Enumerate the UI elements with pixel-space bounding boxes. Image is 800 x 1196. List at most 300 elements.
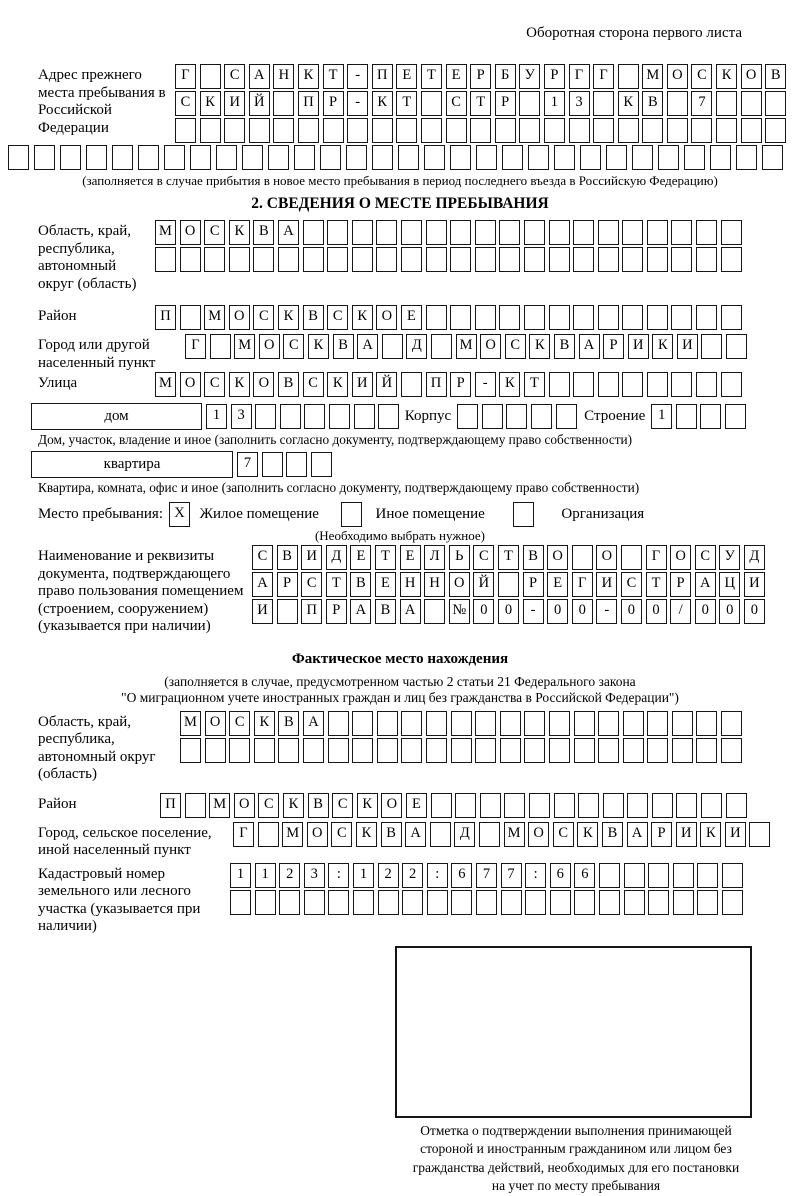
char-cell[interactable]: 7 — [476, 863, 497, 888]
char-cell[interactable] — [598, 738, 619, 763]
char-cell[interactable]: А — [579, 334, 600, 359]
char-cell[interactable] — [455, 793, 476, 818]
char-cell[interactable] — [696, 220, 717, 245]
char-cell[interactable] — [549, 711, 570, 736]
char-cell[interactable]: Р — [603, 334, 624, 359]
char-cell[interactable]: К — [352, 305, 373, 330]
char-cell[interactable]: А — [405, 822, 426, 847]
char-cell[interactable]: И — [725, 822, 746, 847]
char-cell[interactable]: С — [283, 334, 304, 359]
char-cell[interactable] — [354, 404, 375, 429]
char-cell[interactable] — [401, 738, 422, 763]
char-cell[interactable]: 0 — [498, 599, 519, 624]
char-cell[interactable]: 6 — [451, 863, 472, 888]
char-cell[interactable] — [185, 793, 206, 818]
char-cell[interactable]: А — [400, 599, 421, 624]
char-cell[interactable]: Р — [523, 572, 544, 597]
char-cell[interactable] — [320, 145, 341, 170]
char-cell[interactable]: К — [200, 91, 221, 116]
char-cell[interactable]: Е — [406, 793, 427, 818]
char-cell[interactable]: С — [327, 305, 348, 330]
char-cell[interactable] — [450, 220, 471, 245]
char-cell[interactable]: О — [528, 822, 549, 847]
char-cell[interactable] — [280, 404, 301, 429]
char-cell[interactable] — [578, 793, 599, 818]
char-cell[interactable] — [603, 793, 624, 818]
char-cell[interactable] — [700, 404, 721, 429]
char-cell[interactable] — [303, 738, 324, 763]
char-cell[interactable] — [716, 91, 737, 116]
char-cell[interactable]: Г — [593, 64, 614, 89]
char-cell[interactable]: В — [375, 599, 396, 624]
char-cell[interactable] — [286, 452, 307, 477]
char-cell[interactable] — [278, 247, 299, 272]
char-cell[interactable]: К — [357, 793, 378, 818]
char-cell[interactable] — [524, 711, 545, 736]
char-cell[interactable] — [618, 64, 639, 89]
char-cell[interactable] — [671, 220, 692, 245]
char-cell[interactable] — [599, 863, 620, 888]
char-cell[interactable] — [502, 145, 523, 170]
char-cell[interactable] — [622, 220, 643, 245]
char-cell[interactable]: 1 — [255, 863, 276, 888]
char-cell[interactable] — [524, 220, 545, 245]
char-cell[interactable]: Е — [350, 545, 371, 570]
char-cell[interactable]: М — [209, 793, 230, 818]
char-cell[interactable]: С — [446, 91, 467, 116]
char-cell[interactable] — [696, 738, 717, 763]
char-cell[interactable]: В — [765, 64, 786, 89]
char-cell[interactable]: И — [744, 572, 765, 597]
char-cell[interactable]: Р — [670, 572, 691, 597]
char-cell[interactable] — [647, 247, 668, 272]
char-cell[interactable] — [598, 220, 619, 245]
char-cell[interactable] — [667, 91, 688, 116]
char-cell[interactable] — [372, 118, 393, 143]
char-cell[interactable]: № — [449, 599, 470, 624]
char-cell[interactable]: 2 — [279, 863, 300, 888]
char-cell[interactable]: 1 — [230, 863, 251, 888]
char-cell[interactable] — [618, 118, 639, 143]
char-cell[interactable]: Р — [277, 572, 298, 597]
char-cell[interactable]: Г — [185, 334, 206, 359]
char-cell[interactable] — [549, 372, 570, 397]
char-cell[interactable] — [304, 404, 325, 429]
char-cell[interactable]: И — [252, 599, 273, 624]
char-cell[interactable]: И — [628, 334, 649, 359]
char-cell[interactable]: К — [254, 711, 275, 736]
char-cell[interactable]: А — [695, 572, 716, 597]
char-cell[interactable] — [210, 334, 231, 359]
char-cell[interactable] — [476, 890, 497, 915]
char-cell[interactable] — [180, 738, 201, 763]
char-cell[interactable]: Н — [273, 64, 294, 89]
char-cell[interactable] — [627, 793, 648, 818]
char-cell[interactable]: Л — [424, 545, 445, 570]
char-cell[interactable] — [531, 404, 552, 429]
char-cell[interactable]: Т — [524, 372, 545, 397]
char-cell[interactable] — [524, 305, 545, 330]
char-cell[interactable] — [254, 738, 275, 763]
char-cell[interactable]: К — [499, 372, 520, 397]
char-cell[interactable] — [697, 863, 718, 888]
char-cell[interactable]: И — [301, 545, 322, 570]
char-cell[interactable] — [164, 145, 185, 170]
char-cell[interactable] — [421, 118, 442, 143]
char-cell[interactable] — [574, 711, 595, 736]
char-cell[interactable] — [622, 372, 643, 397]
char-cell[interactable] — [710, 145, 731, 170]
char-cell[interactable]: П — [301, 599, 322, 624]
char-cell[interactable]: Е — [446, 64, 467, 89]
char-cell[interactable] — [8, 145, 29, 170]
char-cell[interactable]: 2 — [378, 863, 399, 888]
char-cell[interactable]: П — [298, 91, 319, 116]
char-cell[interactable] — [672, 711, 693, 736]
char-cell[interactable] — [741, 118, 762, 143]
char-cell[interactable] — [175, 118, 196, 143]
char-cell[interactable]: С — [301, 572, 322, 597]
char-cell[interactable]: Ь — [449, 545, 470, 570]
char-cell[interactable]: С — [695, 545, 716, 570]
char-cell[interactable] — [311, 452, 332, 477]
char-cell[interactable] — [401, 247, 422, 272]
char-cell[interactable]: 2 — [402, 863, 423, 888]
char-cell[interactable] — [499, 220, 520, 245]
char-cell[interactable] — [377, 738, 398, 763]
char-cell[interactable] — [691, 118, 712, 143]
char-cell[interactable] — [353, 890, 374, 915]
char-cell[interactable] — [479, 822, 500, 847]
char-cell[interactable]: Т — [323, 64, 344, 89]
char-cell[interactable] — [253, 247, 274, 272]
char-cell[interactable] — [268, 145, 289, 170]
char-cell[interactable]: Д — [406, 334, 427, 359]
char-cell[interactable]: К — [652, 334, 673, 359]
char-cell[interactable]: 1 — [353, 863, 374, 888]
char-cell[interactable] — [529, 793, 550, 818]
char-cell[interactable] — [303, 220, 324, 245]
char-cell[interactable]: С — [621, 572, 642, 597]
char-cell[interactable] — [642, 118, 663, 143]
char-cell[interactable]: И — [676, 822, 697, 847]
char-cell[interactable] — [279, 890, 300, 915]
char-cell[interactable]: Д — [454, 822, 475, 847]
char-cell[interactable] — [372, 145, 393, 170]
char-cell[interactable]: М — [155, 220, 176, 245]
char-cell[interactable] — [476, 145, 497, 170]
char-cell[interactable] — [623, 738, 644, 763]
char-cell[interactable] — [549, 738, 570, 763]
char-cell[interactable] — [352, 247, 373, 272]
char-cell[interactable]: Й — [249, 91, 270, 116]
char-cell[interactable] — [519, 118, 540, 143]
char-cell[interactable] — [524, 247, 545, 272]
char-cell[interactable] — [762, 145, 783, 170]
char-cell[interactable] — [671, 247, 692, 272]
char-cell[interactable] — [667, 118, 688, 143]
char-cell[interactable]: В — [277, 545, 298, 570]
char-cell[interactable] — [303, 247, 324, 272]
char-cell[interactable] — [451, 890, 472, 915]
char-cell[interactable]: М — [504, 822, 525, 847]
char-cell[interactable]: А — [303, 711, 324, 736]
char-cell[interactable] — [426, 247, 447, 272]
char-cell[interactable]: 7 — [691, 91, 712, 116]
char-cell[interactable] — [216, 145, 237, 170]
char-cell[interactable] — [701, 334, 722, 359]
char-cell[interactable] — [457, 404, 478, 429]
char-cell[interactable] — [294, 145, 315, 170]
char-cell[interactable] — [446, 118, 467, 143]
char-cell[interactable]: : — [427, 863, 448, 888]
char-cell[interactable]: 6 — [550, 863, 571, 888]
char-cell[interactable]: / — [670, 599, 691, 624]
char-cell[interactable]: В — [554, 334, 575, 359]
char-cell[interactable]: Й — [376, 372, 397, 397]
char-cell[interactable] — [430, 822, 451, 847]
char-cell[interactable] — [598, 305, 619, 330]
char-cell[interactable]: О — [449, 572, 470, 597]
char-cell[interactable]: О — [670, 545, 691, 570]
char-cell[interactable] — [648, 890, 669, 915]
char-cell[interactable]: 1 — [544, 91, 565, 116]
char-cell[interactable]: В — [602, 822, 623, 847]
char-cell[interactable] — [622, 247, 643, 272]
char-cell[interactable] — [721, 220, 742, 245]
char-cell[interactable] — [431, 334, 452, 359]
char-cell[interactable] — [606, 145, 627, 170]
char-cell[interactable] — [726, 793, 747, 818]
char-cell[interactable]: В — [303, 305, 324, 330]
char-cell[interactable]: : — [525, 863, 546, 888]
char-cell[interactable] — [599, 890, 620, 915]
char-cell[interactable]: О — [205, 711, 226, 736]
char-cell[interactable]: Р — [651, 822, 672, 847]
char-cell[interactable] — [647, 372, 668, 397]
char-cell[interactable] — [593, 91, 614, 116]
char-cell[interactable] — [573, 247, 594, 272]
char-cell[interactable] — [180, 305, 201, 330]
char-cell[interactable]: О — [381, 793, 402, 818]
char-cell[interactable]: В — [381, 822, 402, 847]
char-cell[interactable] — [736, 145, 757, 170]
char-cell[interactable]: К — [577, 822, 598, 847]
char-cell[interactable] — [347, 118, 368, 143]
char-cell[interactable] — [721, 247, 742, 272]
char-cell[interactable] — [673, 863, 694, 888]
char-cell[interactable] — [427, 890, 448, 915]
char-cell[interactable] — [495, 118, 516, 143]
char-cell[interactable] — [549, 247, 570, 272]
char-cell[interactable]: С — [229, 711, 250, 736]
char-cell[interactable] — [398, 145, 419, 170]
char-cell[interactable]: Р — [450, 372, 471, 397]
char-cell[interactable] — [402, 890, 423, 915]
char-cell[interactable] — [273, 91, 294, 116]
char-cell[interactable] — [598, 247, 619, 272]
char-cell[interactable] — [180, 247, 201, 272]
char-cell[interactable] — [765, 118, 786, 143]
char-cell[interactable]: К — [327, 372, 348, 397]
char-cell[interactable] — [204, 247, 225, 272]
char-cell[interactable] — [426, 711, 447, 736]
char-cell[interactable] — [401, 220, 422, 245]
char-cell[interactable]: Г — [569, 64, 590, 89]
char-cell[interactable]: О — [259, 334, 280, 359]
char-cell[interactable] — [722, 890, 743, 915]
char-cell[interactable]: Т — [326, 572, 347, 597]
char-cell[interactable]: К — [283, 793, 304, 818]
char-cell[interactable] — [262, 452, 283, 477]
char-cell[interactable] — [499, 247, 520, 272]
char-cell[interactable] — [574, 738, 595, 763]
char-cell[interactable] — [155, 247, 176, 272]
char-cell[interactable]: Р — [470, 64, 491, 89]
char-cell[interactable] — [376, 247, 397, 272]
char-cell[interactable]: М — [155, 372, 176, 397]
char-cell[interactable]: В — [278, 711, 299, 736]
char-cell[interactable]: С — [505, 334, 526, 359]
char-cell[interactable] — [684, 145, 705, 170]
char-cell[interactable]: О — [180, 220, 201, 245]
char-cell[interactable] — [721, 738, 742, 763]
char-cell[interactable]: С — [252, 545, 273, 570]
char-cell[interactable]: О — [234, 793, 255, 818]
char-cell[interactable] — [701, 793, 722, 818]
char-cell[interactable]: В — [523, 545, 544, 570]
char-cell[interactable] — [500, 738, 521, 763]
char-cell[interactable]: С — [332, 793, 353, 818]
char-cell[interactable] — [323, 118, 344, 143]
checkbox-residential[interactable]: X — [169, 502, 190, 527]
char-cell[interactable]: - — [347, 64, 368, 89]
char-cell[interactable] — [273, 118, 294, 143]
char-cell[interactable] — [647, 711, 668, 736]
char-cell[interactable] — [304, 890, 325, 915]
char-cell[interactable]: Т — [470, 91, 491, 116]
char-cell[interactable] — [34, 145, 55, 170]
char-cell[interactable]: В — [278, 372, 299, 397]
char-cell[interactable] — [549, 305, 570, 330]
char-cell[interactable] — [647, 738, 668, 763]
char-cell[interactable] — [229, 738, 250, 763]
char-cell[interactable] — [556, 404, 577, 429]
char-cell[interactable] — [652, 793, 673, 818]
char-cell[interactable] — [721, 305, 742, 330]
char-cell[interactable] — [726, 334, 747, 359]
char-cell[interactable]: 0 — [473, 599, 494, 624]
char-cell[interactable] — [676, 404, 697, 429]
char-cell[interactable] — [573, 372, 594, 397]
char-cell[interactable]: В — [642, 91, 663, 116]
char-cell[interactable] — [255, 404, 276, 429]
char-cell[interactable] — [475, 305, 496, 330]
char-cell[interactable]: Р — [495, 91, 516, 116]
char-cell[interactable] — [648, 863, 669, 888]
checkbox-organization[interactable] — [513, 502, 534, 527]
char-cell[interactable]: 7 — [237, 452, 258, 477]
char-cell[interactable]: М — [282, 822, 303, 847]
char-cell[interactable] — [716, 118, 737, 143]
char-cell[interactable] — [722, 863, 743, 888]
char-cell[interactable] — [401, 711, 422, 736]
char-cell[interactable]: 1 — [206, 404, 227, 429]
char-cell[interactable]: В — [350, 572, 371, 597]
char-cell[interactable] — [450, 247, 471, 272]
char-cell[interactable] — [378, 890, 399, 915]
char-cell[interactable] — [525, 890, 546, 915]
char-cell[interactable]: Ц — [719, 572, 740, 597]
char-cell[interactable]: С — [204, 220, 225, 245]
char-cell[interactable] — [499, 305, 520, 330]
char-cell[interactable] — [60, 145, 81, 170]
char-cell[interactable] — [528, 145, 549, 170]
char-cell[interactable]: А — [627, 822, 648, 847]
char-cell[interactable] — [593, 118, 614, 143]
char-cell[interactable] — [426, 220, 447, 245]
char-cell[interactable] — [376, 220, 397, 245]
char-cell[interactable]: И — [224, 91, 245, 116]
char-cell[interactable] — [475, 220, 496, 245]
char-cell[interactable]: С — [473, 545, 494, 570]
char-cell[interactable]: 6 — [574, 863, 595, 888]
char-cell[interactable]: К — [716, 64, 737, 89]
char-cell[interactable]: О — [547, 545, 568, 570]
char-cell[interactable] — [673, 890, 694, 915]
char-cell[interactable]: У — [519, 64, 540, 89]
char-cell[interactable] — [470, 118, 491, 143]
char-cell[interactable] — [549, 220, 570, 245]
char-cell[interactable]: Р — [326, 599, 347, 624]
char-cell[interactable]: Н — [400, 572, 421, 597]
char-cell[interactable] — [580, 145, 601, 170]
char-cell[interactable] — [622, 305, 643, 330]
char-cell[interactable]: 3 — [569, 91, 590, 116]
char-cell[interactable] — [200, 118, 221, 143]
char-cell[interactable] — [346, 145, 367, 170]
char-cell[interactable]: О — [667, 64, 688, 89]
char-cell[interactable] — [632, 145, 653, 170]
char-cell[interactable] — [696, 305, 717, 330]
char-cell[interactable] — [475, 247, 496, 272]
char-cell[interactable]: В — [253, 220, 274, 245]
char-cell[interactable] — [328, 711, 349, 736]
char-cell[interactable]: П — [426, 372, 447, 397]
char-cell[interactable]: - — [523, 599, 544, 624]
char-cell[interactable] — [569, 118, 590, 143]
char-cell[interactable] — [598, 711, 619, 736]
char-cell[interactable]: С — [258, 793, 279, 818]
char-cell[interactable]: О — [253, 372, 274, 397]
char-cell[interactable] — [676, 793, 697, 818]
char-cell[interactable] — [450, 305, 471, 330]
char-cell[interactable]: 0 — [744, 599, 765, 624]
char-cell[interactable] — [721, 372, 742, 397]
char-cell[interactable] — [500, 711, 521, 736]
char-cell[interactable]: Г — [233, 822, 254, 847]
char-cell[interactable] — [258, 822, 279, 847]
char-cell[interactable] — [112, 145, 133, 170]
char-cell[interactable]: О — [376, 305, 397, 330]
char-cell[interactable] — [721, 711, 742, 736]
char-cell[interactable] — [671, 372, 692, 397]
char-cell[interactable]: 0 — [695, 599, 716, 624]
char-cell[interactable] — [421, 91, 442, 116]
char-cell[interactable] — [424, 599, 445, 624]
char-cell[interactable] — [554, 793, 575, 818]
char-cell[interactable]: Т — [421, 64, 442, 89]
